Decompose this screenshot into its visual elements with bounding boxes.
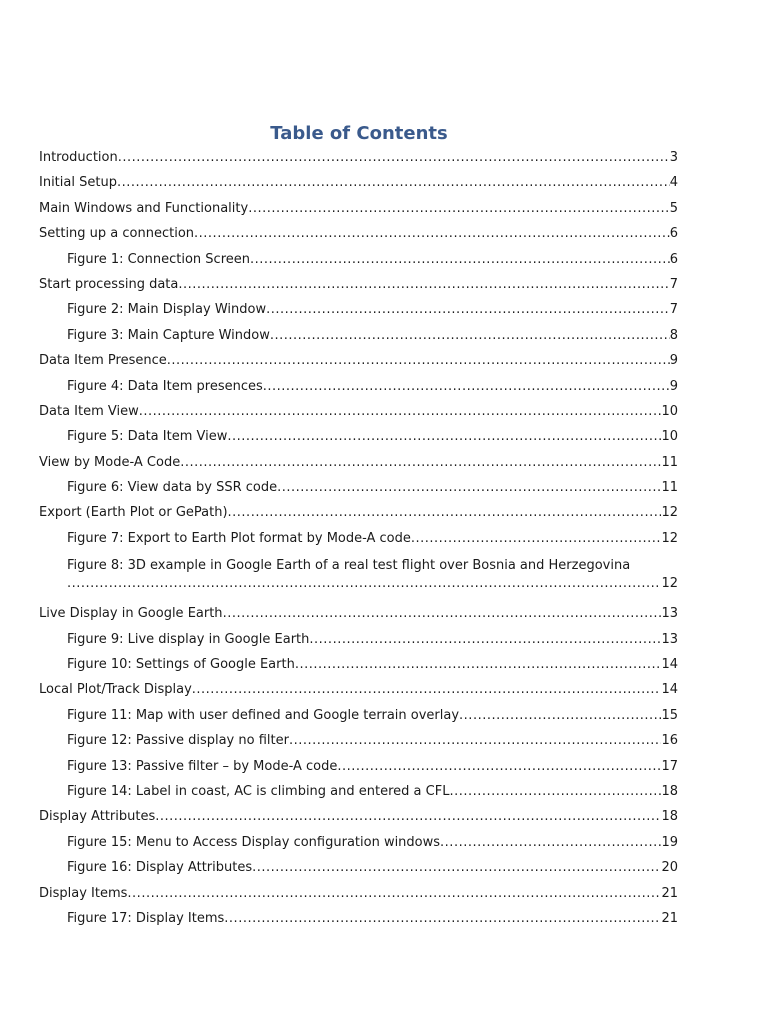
toc-entry-label: Figure 15: Menu to Access Display configuration windows <box>67 834 441 850</box>
toc-entry[interactable] <box>39 677 678 702</box>
toc-figure-entry[interactable] <box>39 323 678 348</box>
dot-leader <box>270 323 670 348</box>
toc-entry-label: Figure 4: Data Item presences <box>67 378 263 394</box>
toc-page-number: 18 <box>661 809 678 825</box>
dot-leader <box>155 804 661 829</box>
toc-page-number: 9 <box>669 353 678 369</box>
toc-page-number: 11 <box>661 480 678 496</box>
toc-entry-label: Introduction <box>39 150 118 165</box>
toc-entry[interactable] <box>39 450 678 475</box>
toc-page-number: 10 <box>661 403 678 419</box>
dot-leader <box>127 881 661 906</box>
dot-leader <box>440 830 661 855</box>
toc-page-number: 21 <box>661 910 678 926</box>
toc-figure-entry[interactable] <box>39 754 678 779</box>
toc-entry-label: Display Items <box>39 885 128 901</box>
toc-page-number: 16 <box>661 733 678 749</box>
toc-page-number: 12 <box>661 576 678 592</box>
toc-page-number: 6 <box>669 226 678 242</box>
dot-leader <box>289 728 662 753</box>
dot-leader <box>295 652 662 677</box>
dot-leader <box>411 526 662 551</box>
toc-page-number: 19 <box>661 834 678 850</box>
toc-entry-label: Figure 7: Export to Earth Plot format by Mode-A code <box>67 530 411 546</box>
toc-figure-entry[interactable] <box>39 551 678 593</box>
toc-page-number: 21 <box>661 885 678 901</box>
dot-leader <box>180 450 661 475</box>
toc-page-number: 11 <box>661 454 678 470</box>
dot-leader <box>263 374 670 399</box>
toc-page-number: 8 <box>669 327 678 343</box>
toc-entry-label: Figure 17: Display Items <box>67 910 225 926</box>
toc-figure-entry[interactable] <box>39 475 678 500</box>
toc-figure-entry[interactable] <box>39 247 678 272</box>
toc-entry-label: Figure 13: Passive filter – by Mode-A code <box>67 758 338 774</box>
toc-page-number: 7 <box>669 302 678 318</box>
toc-entry[interactable] <box>39 170 678 195</box>
toc-figure-entry[interactable] <box>39 703 678 728</box>
toc-page-number: 12 <box>661 505 678 521</box>
toc-figure-entry[interactable] <box>39 906 678 931</box>
toc-page-number: 13 <box>661 606 678 622</box>
dot-leader <box>277 475 661 500</box>
dot-leader <box>223 601 662 626</box>
toc-page-number: 15 <box>661 707 678 723</box>
toc-entry[interactable] <box>39 399 678 424</box>
toc-page-number: 14 <box>661 682 678 698</box>
dot-leader <box>459 703 661 728</box>
toc-figure-entry[interactable] <box>39 728 678 753</box>
toc-page-number: 3 <box>669 150 678 165</box>
dot-leader <box>228 500 662 525</box>
toc-entry-label: Main Windows and Functionality <box>39 200 249 216</box>
dot-leader <box>266 297 670 322</box>
toc-list <box>39 145 678 931</box>
toc-title: Table of Contents <box>270 123 448 144</box>
toc-entry[interactable] <box>39 196 678 221</box>
dot-leader <box>194 221 670 246</box>
toc-entry-label: Figure 9: Live display in Google Earth <box>67 631 310 647</box>
toc-page-number: 14 <box>661 657 678 673</box>
toc-entry[interactable] <box>39 348 678 373</box>
toc-entry-label: Figure 16: Display Attributes <box>67 860 253 876</box>
toc-figure-entry[interactable] <box>39 374 678 399</box>
toc-entry-label: Figure 6: View data by SSR code <box>67 480 278 496</box>
toc-page-number: 18 <box>661 783 678 799</box>
toc-entry-label: View by Mode-A Code <box>39 454 181 470</box>
dot-leader <box>248 196 670 221</box>
toc-figure-entry[interactable] <box>39 297 678 322</box>
toc-page-number: 20 <box>661 860 678 876</box>
toc-entry-label: Figure 2: Main Display Window <box>67 302 267 318</box>
toc-entry[interactable] <box>39 221 678 246</box>
toc-entry-label: Local Plot/Track Display <box>39 682 192 698</box>
toc-entry-label: Display Attributes <box>39 809 156 825</box>
toc-figure-entry[interactable] <box>39 627 678 652</box>
toc-entry-label: Initial Setup <box>39 175 117 191</box>
dot-leader <box>178 272 669 297</box>
toc-entry-label: Start processing data <box>39 276 179 292</box>
toc-entry-label: Figure 11: Map with user defined and Google terrain overlay <box>67 707 460 723</box>
dot-leader <box>224 906 661 931</box>
toc-page-number: 12 <box>661 530 678 546</box>
dot-leader <box>252 855 661 880</box>
toc-page-number: 17 <box>661 758 678 774</box>
toc-entry[interactable] <box>39 145 678 170</box>
toc-entry-label: Figure 10: Settings of Google Earth <box>67 657 295 673</box>
toc-page-number: 9 <box>669 378 678 394</box>
toc-page-number: 5 <box>669 200 678 216</box>
toc-figure-entry[interactable] <box>39 855 678 880</box>
toc-entry-label: Figure 1: Connection Screen <box>67 251 250 267</box>
toc-entry-label: Live Display in Google Earth <box>39 606 223 622</box>
toc-entry[interactable] <box>39 272 678 297</box>
dot-leader <box>117 170 670 195</box>
dot-leader <box>167 348 670 373</box>
toc-figure-entry[interactable] <box>39 424 678 449</box>
toc-figure-entry[interactable] <box>39 652 678 677</box>
toc-page-number: 13 <box>661 631 678 647</box>
dot-leader <box>192 677 662 702</box>
toc-entry[interactable] <box>39 500 678 525</box>
toc-entry-label: Figure 8: 3D example in Google Earth of a real test flight over Bosnia and Herzegovina <box>67 558 631 574</box>
toc-figure-entry[interactable] <box>39 779 678 804</box>
toc-entry-label: Figure 3: Main Capture Window <box>67 327 270 343</box>
dot-leader <box>118 145 670 170</box>
toc-figure-entry[interactable] <box>39 830 678 855</box>
toc-entry[interactable] <box>39 881 678 906</box>
dot-leader <box>250 247 670 272</box>
toc-entry-label: Data Item Presence <box>39 353 167 369</box>
toc-page-number: 10 <box>661 429 678 445</box>
toc-page-number: 7 <box>669 276 678 292</box>
toc-entry-continuation <box>67 575 678 593</box>
toc-page-number: 6 <box>669 251 678 267</box>
dot-leader <box>337 754 661 779</box>
toc-entry[interactable] <box>39 601 678 626</box>
dot-leader <box>309 627 661 652</box>
toc-page-number: 4 <box>669 175 678 191</box>
toc-entry[interactable] <box>39 804 678 829</box>
dot-leader <box>449 779 661 804</box>
dot-leader <box>67 575 661 593</box>
dot-leader <box>227 424 661 449</box>
toc-entry-label: Export (Earth Plot or GePath) <box>39 505 228 521</box>
toc-entry-label: Setting up a connection <box>39 226 195 242</box>
dot-leader <box>139 399 662 424</box>
toc-entry-label: Figure 14: Label in coast, AC is climbing and entered a CFL <box>67 783 450 799</box>
toc-entry-label: Figure 5: Data Item View <box>67 429 228 445</box>
toc-figure-entry[interactable] <box>39 526 678 551</box>
toc-entry-label: Data Item View <box>39 403 139 419</box>
toc-entry-label: Figure 12: Passive display no filter <box>67 733 289 749</box>
